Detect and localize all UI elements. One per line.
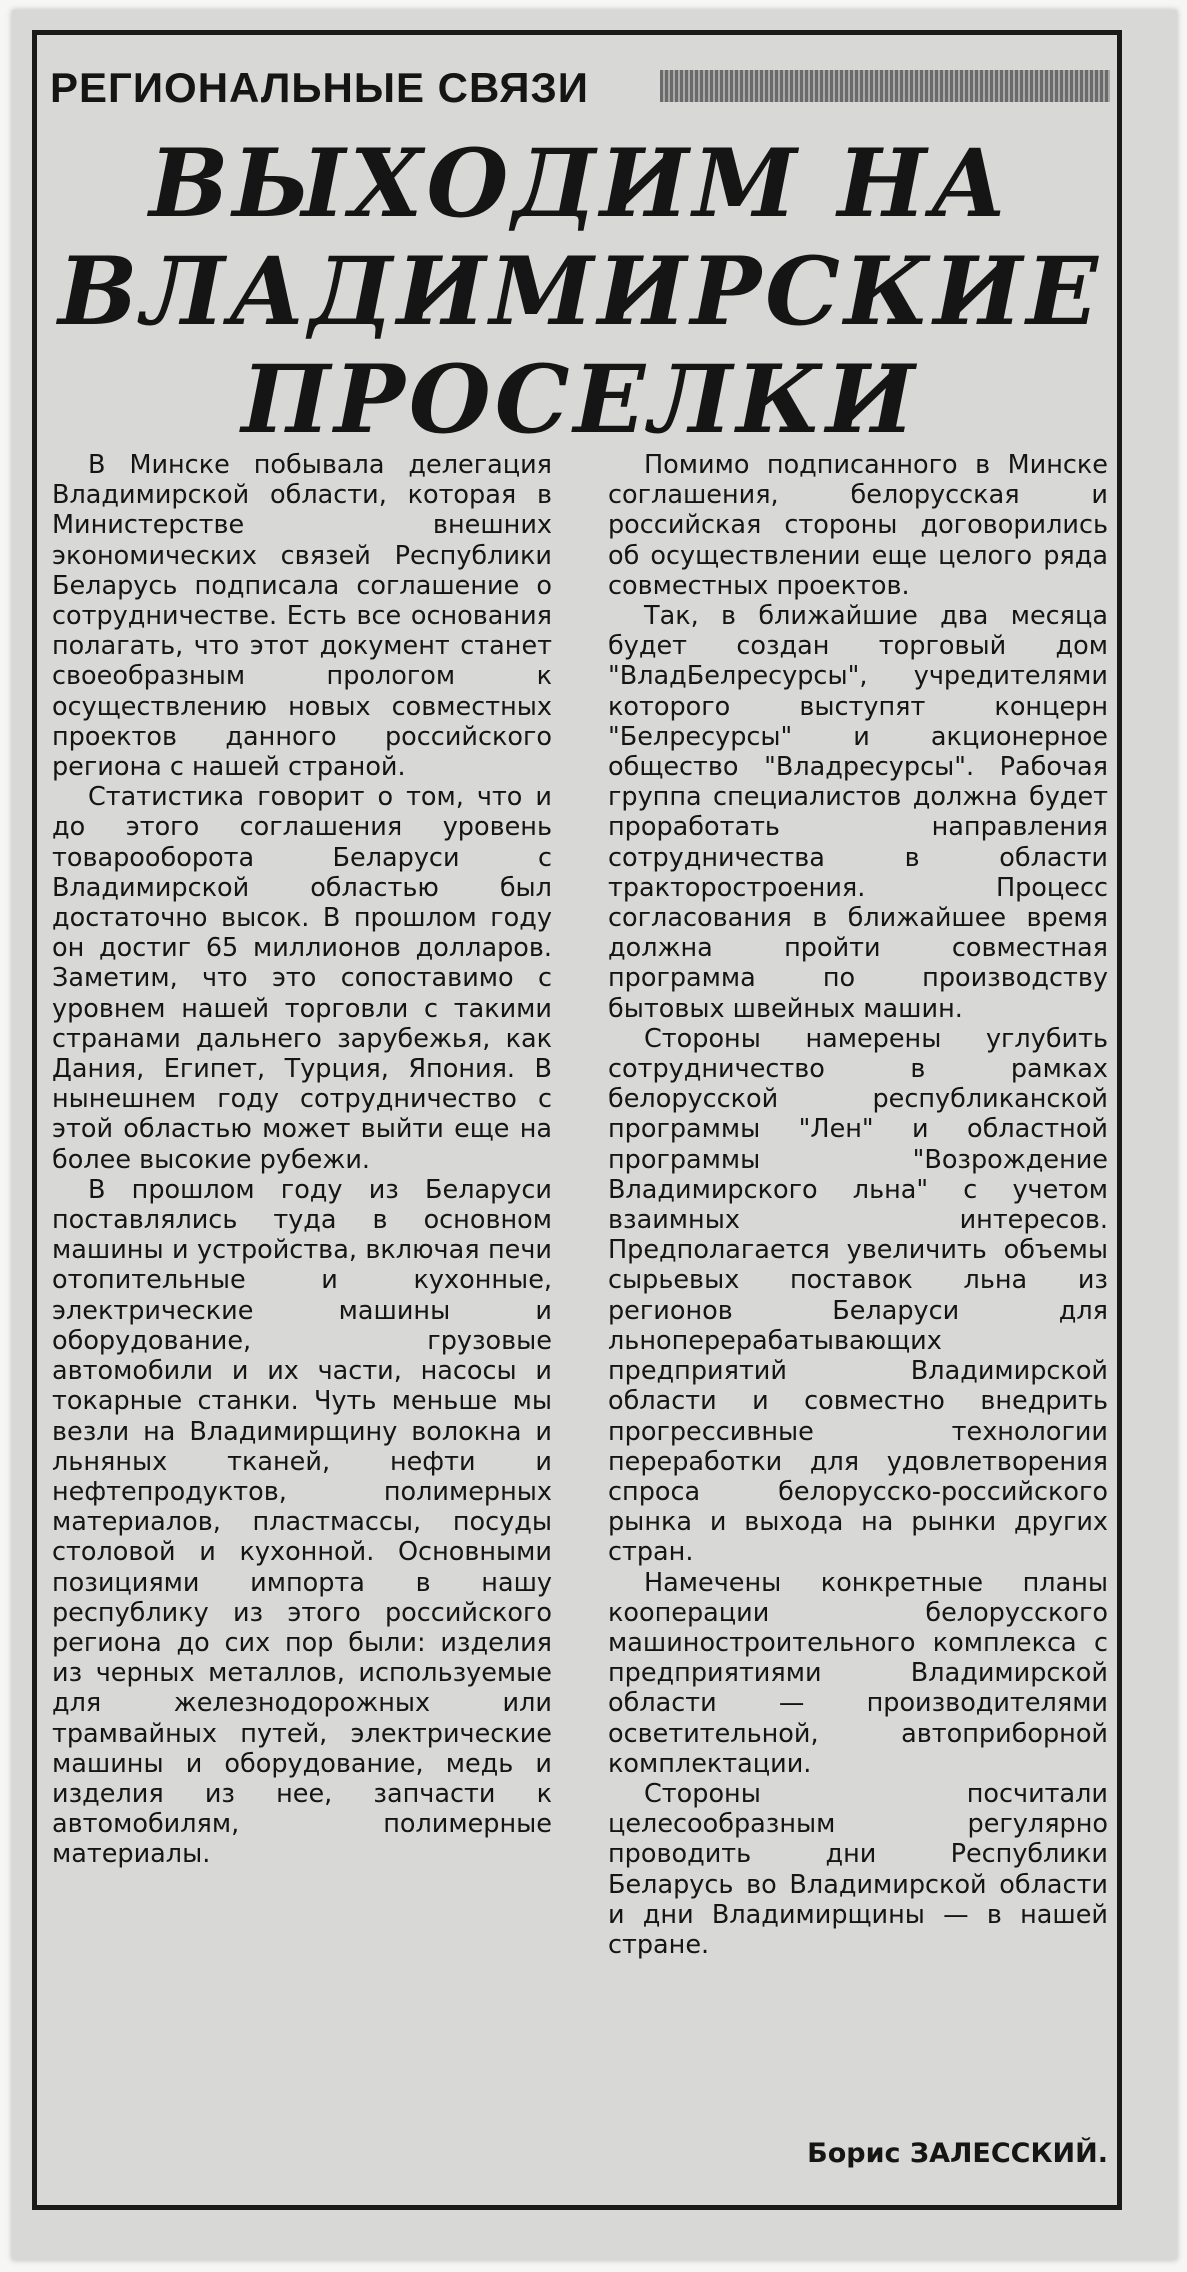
rubric-title: РЕГИОНАЛЬНЫЕ СВЯЗИ: [50, 64, 589, 111]
headline-line-3: ПРОСЕЛКИ: [241, 345, 919, 455]
paragraph: В Минске побывала делегация Владимирской области, которая в Министерстве внешних экономических связей Республики Беларусь подписала соглашение о сотрудничестве. Есть все основания полагать, что этот документ станет своеобразным прологом к осуществлению новых совместных проектов данного российского региона с нашей страной.: [52, 450, 552, 783]
paragraph: Намечены конкретные планы кооперации белорусского машиностроительного комплекса с предприятиями Владимирской области — производителями осветительной, автоприборной комплектации.: [608, 1567, 1108, 1779]
headline-line-2: ВЛАДИМИРСКИЕ: [58, 237, 1102, 347]
paragraph: В прошлом году из Беларуси поставлялись туда в основном машины и устройства, включая печи отопительные и кухонные, электрические машины и оборудование, грузовые автомобили и их части, насосы и токарные станки. Чуть меньше мы везли на Владимирщину волокна и льняных тканей, нефти и нефтепродуктов, полимерных материалов, пластмассы, посуды столовой и кухонной. Основными позициями импорта в нашу республику из этого российского региона до сих пор были: изделия из черных металлов, используемые для железнодорожных или трамвайных путей, электрические машины и оборудование, медь и изделия из нее, запчасти к автомобилям, полимерные материалы.: [52, 1174, 552, 1870]
article-headline: [40, 130, 1120, 454]
paragraph: Стороны посчитали целесообразным регулярно проводить дни Республики Беларусь во Владимирской области и дни Владимирщины — в нашей стране.: [608, 1778, 1108, 1960]
paragraph: Помимо подписанного в Минске соглашения, белорусская и российская стороны договорились об осуществлении еще целого ряда совместных проектов.: [608, 450, 1108, 601]
paragraph: Статистика говорит о том, что и до этого соглашения уровень товарооборота Беларуси с Владимирской областью был достаточно высок. В прошлом году он достиг 65 миллионов долларов. Заметим, что это сопоставимо с уровнем нашей торговли с такими странами дальнего зарубежья, как Дания, Египет, Турция, Япония. В нынешнем году сотрудничество с этой областью может выйти еще на более высокие рубежи.: [52, 782, 552, 1175]
left-column: [52, 450, 552, 1870]
rubric-decorative-bar: [660, 70, 1110, 102]
paragraph: Так, в ближайшие два месяца будет создан торговый дом "ВладБелресурсы", учредителями которого выступят концерн "Белресурсы" и акционерное общество "Владресурсы". Рабочая группа специалистов должна будет проработать направления сотрудничества в области тракторостроения. Процесс согласования в ближайшее время должна пройти совместная программа по производству бытовых швейных машин.: [608, 601, 1108, 1024]
rubric-header: [50, 60, 589, 116]
paragraph: Стороны намерены углубить сотрудничество в рамках белорусской республиканской программы "Лен" и областной программы "Возрождение Владимирского льна" с учетом взаимных интересов. Предполагается увеличить объемы сырьевых поставок льна из регионов Беларуси для льноперерабатывающих предприятий Владимирской области и совместно внедрить прогрессивные технологии переработки для удовлетворения спроса белорусско-российского рынка и выхода на рынки других стран.: [608, 1023, 1108, 1568]
author-signature: Борис ЗАЛЕССКИЙ.: [807, 2138, 1108, 2169]
right-column: [608, 450, 1108, 1960]
headline-line-1: ВЫХОДИМ НА: [149, 129, 1011, 239]
